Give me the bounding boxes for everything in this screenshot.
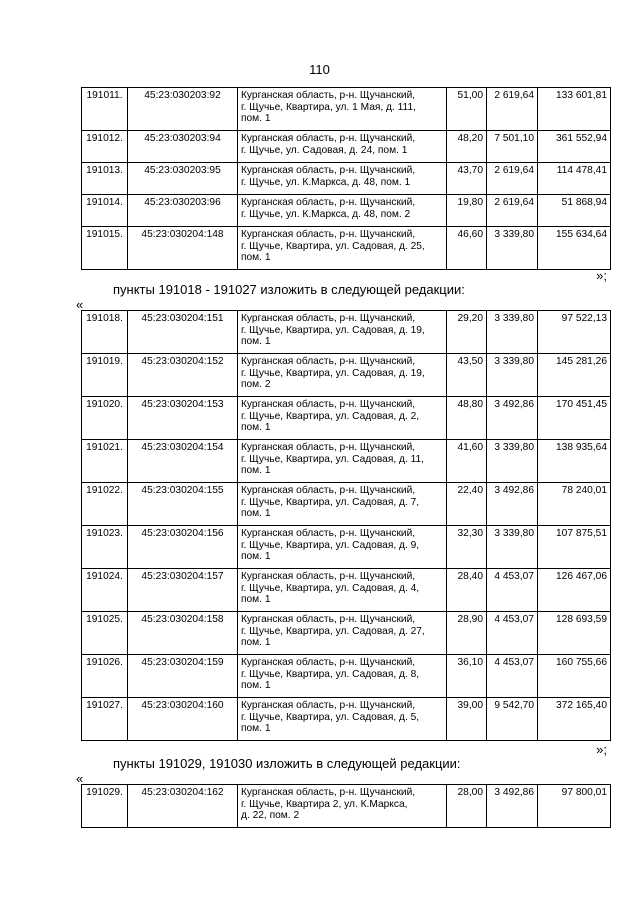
address-line: г. Щучье, Квартира, ул. Садовая, д. 27, [241,625,425,637]
cell-cadastral-number: 45:23:030204:148 [128,227,238,270]
table-row [82,785,611,828]
address-line: г. Щучье, Квартира, ул. Садовая, д. 25, [241,240,425,252]
cell-item-number: 191011. [82,88,128,131]
address-line: г. Щучье, Квартира, ул. Садовая, д. 9, [241,539,420,551]
cell-cadastral-cost: 145 281,26 [538,354,611,397]
table-row [82,483,611,526]
amendment-instruction: пункты 191018 - 191027 изложить в следующей редакции: [113,282,465,297]
address-line: г. Щучье, ул. К.Маркса, д. 48, пом. 2 [241,208,411,220]
address-line: пом. 1 [241,637,271,649]
cell-cadastral-number: 45:23:030203:94 [128,131,238,163]
cell-area: 36,10 [447,655,487,698]
cell-area: 43,50 [447,354,487,397]
cell-cadastral-number: 45:23:030204:154 [128,440,238,483]
cell-unit-price: 3 339,80 [487,526,538,569]
cell-address [238,311,447,354]
address-line: г. Щучье, ул. Садовая, д. 24, пом. 1 [241,144,408,156]
cell-cadastral-cost: 51 868,94 [538,195,611,227]
cell-item-number: 191012. [82,131,128,163]
cell-item-number: 191029. [82,785,128,828]
address-line: пом. 1 [241,113,271,125]
cell-address [238,88,447,131]
cell-area: 32,30 [447,526,487,569]
address-line: Курганская область, р-н. Щучанский, [241,133,416,144]
table-row [82,195,611,227]
cell-area: 48,80 [447,397,487,440]
opening-quote: « [76,771,84,786]
address-line: Курганская область, р-н. Щучанский, [241,700,416,711]
cell-item-number: 191026. [82,655,128,698]
cell-cadastral-number: 45:23:030204:151 [128,311,238,354]
address-line: пом. 1 [241,508,271,520]
cell-area: 46,60 [447,227,487,270]
cell-address [238,163,447,195]
cell-item-number: 191021. [82,440,128,483]
cell-item-number: 191025. [82,612,128,655]
cell-cadastral-number: 45:23:030203:92 [128,88,238,131]
cell-item-number: 191020. [82,397,128,440]
address-line: г. Щучье, Квартира, ул. Садовая, д. 5, [241,711,420,723]
address-line: пом. 1 [241,465,271,477]
cell-cadastral-cost: 170 451,45 [538,397,611,440]
registry-table [81,310,611,741]
address-line: Курганская область, р-н. Щучанский, [241,442,416,453]
cell-cadastral-number: 45:23:030204:152 [128,354,238,397]
cell-unit-price: 2 619,64 [487,195,538,227]
cell-cadastral-number: 45:23:030204:155 [128,483,238,526]
cell-address [238,440,447,483]
cell-unit-price: 3 339,80 [487,227,538,270]
cell-cadastral-number: 45:23:030203:95 [128,163,238,195]
cell-unit-price: 3 492,86 [487,397,538,440]
table-row [82,227,611,270]
address-line: Курганская область, р-н. Щучанский, [241,787,416,798]
cell-area: 41,60 [447,440,487,483]
cell-area: 28,00 [447,785,487,828]
cell-cadastral-number: 45:23:030204:159 [128,655,238,698]
cell-cadastral-number: 45:23:030204:156 [128,526,238,569]
cell-unit-price: 4 453,07 [487,612,538,655]
address-line: пом. 1 [241,551,271,563]
cell-address [238,354,447,397]
address-line: пом. 1 [241,594,271,606]
address-line: Курганская область, р-н. Щучанский, [241,614,416,625]
cell-unit-price: 4 453,07 [487,569,538,612]
cell-area: 39,00 [447,698,487,741]
address-line: г. Щучье, ул. К.Маркса, д. 48, пом. 1 [241,176,411,188]
table-row [82,569,611,612]
cell-item-number: 191019. [82,354,128,397]
cell-cadastral-cost: 97 800,01 [538,785,611,828]
table-row [82,311,611,354]
cell-address [238,655,447,698]
address-line: пом. 1 [241,252,271,264]
cell-item-number: 191015. [82,227,128,270]
cell-unit-price: 3 339,80 [487,440,538,483]
address-line: г. Щучье, Квартира, ул. Садовая, д. 4, [241,582,420,594]
address-line: Курганская область, р-н. Щучанский, [241,399,416,410]
cell-address [238,612,447,655]
opening-quote: « [76,297,84,312]
cell-area: 28,40 [447,569,487,612]
address-line: г. Щучье, Квартира, ул. Садовая, д. 2, [241,410,420,422]
cell-unit-price: 2 619,64 [487,88,538,131]
table-row [82,698,611,741]
address-line: Курганская область, р-н. Щучанский, [241,165,416,176]
cell-item-number: 191027. [82,698,128,741]
cell-cadastral-cost: 97 522,13 [538,311,611,354]
address-line: г. Щучье, Квартира, ул. Садовая, д. 8, [241,668,420,680]
cell-cadastral-cost: 155 634,64 [538,227,611,270]
address-line: пом. 1 [241,422,271,434]
table-row [82,526,611,569]
cell-unit-price: 9 542,70 [487,698,538,741]
cell-item-number: 191022. [82,483,128,526]
cell-area: 43,70 [447,163,487,195]
address-line: Курганская область, р-н. Щучанский, [241,90,416,101]
cell-area: 28,90 [447,612,487,655]
table-row [82,354,611,397]
cell-unit-price: 7 501,10 [487,131,538,163]
cell-unit-price: 2 619,64 [487,163,538,195]
cell-address [238,227,447,270]
cell-address [238,785,447,828]
cell-cadastral-cost: 126 467,06 [538,569,611,612]
cell-area: 48,20 [447,131,487,163]
address-line: Курганская область, р-н. Щучанский, [241,356,416,367]
address-line: Курганская область, р-н. Щучанский, [241,571,416,582]
registry-table [81,784,611,828]
cell-address [238,526,447,569]
cell-unit-price: 3 492,86 [487,785,538,828]
cell-item-number: 191023. [82,526,128,569]
cell-unit-price: 4 453,07 [487,655,538,698]
cell-cadastral-cost: 133 601,81 [538,88,611,131]
cell-address [238,569,447,612]
cell-cadastral-number: 45:23:030204:158 [128,612,238,655]
cell-unit-price: 3 339,80 [487,354,538,397]
cell-cadastral-number: 45:23:030204:157 [128,569,238,612]
cell-cadastral-cost: 361 552,94 [538,131,611,163]
closing-quote: »; [596,742,607,757]
table-row [82,163,611,195]
cell-area: 19,80 [447,195,487,227]
cell-cadastral-cost: 78 240,01 [538,483,611,526]
table-row [82,88,611,131]
cell-address [238,131,447,163]
cell-unit-price: 3 492,86 [487,483,538,526]
cell-cadastral-cost: 372 165,40 [538,698,611,741]
cell-unit-price: 3 339,80 [487,311,538,354]
closing-quote: »; [596,268,607,283]
cell-cadastral-cost: 138 935,64 [538,440,611,483]
cell-cadastral-number: 45:23:030204:153 [128,397,238,440]
address-line: Курганская область, р-н. Щучанский, [241,528,416,539]
address-line: пом. 1 [241,723,271,735]
cell-address [238,397,447,440]
address-line: Курганская область, р-н. Щучанский, [241,313,416,324]
cell-area: 29,20 [447,311,487,354]
cell-address [238,483,447,526]
cell-cadastral-cost: 160 755,66 [538,655,611,698]
address-line: пом. 1 [241,336,271,348]
table-row [82,131,611,163]
cell-cadastral-cost: 114 478,41 [538,163,611,195]
address-line: Курганская область, р-н. Щучанский, [241,197,416,208]
cell-item-number: 191014. [82,195,128,227]
page-number: 110 [309,62,330,77]
address-line: пом. 2 [241,379,271,391]
cell-item-number: 191018. [82,311,128,354]
address-line: д. 22, пом. 2 [241,810,300,822]
cell-cadastral-number: 45:23:030204:160 [128,698,238,741]
cell-area: 22,40 [447,483,487,526]
address-line: г. Щучье, Квартира, ул. Садовая, д. 7, [241,496,420,508]
address-line: пом. 1 [241,680,271,692]
cell-item-number: 191013. [82,163,128,195]
cell-cadastral-cost: 107 875,51 [538,526,611,569]
address-line: г. Щучье, Квартира, ул. Садовая, д. 11, [241,453,425,465]
registry-table [81,87,611,270]
cell-cadastral-cost: 128 693,59 [538,612,611,655]
address-line: г. Щучье, Квартира, ул. 1 Мая, д. 111, [241,101,416,113]
address-line: Курганская область, р-н. Щучанский, [241,485,416,496]
table-row [82,397,611,440]
cell-cadastral-number: 45:23:030204:162 [128,785,238,828]
cell-address [238,698,447,741]
amendment-instruction: пункты 191029, 191030 изложить в следующей редакции: [113,756,461,771]
table-row [82,440,611,483]
table-row [82,655,611,698]
address-line: Курганская область, р-н. Щучанский, [241,657,416,668]
cell-area: 51,00 [447,88,487,131]
cell-item-number: 191024. [82,569,128,612]
address-line: г. Щучье, Квартира 2, ул. К.Маркса, [241,798,408,810]
table-row [82,612,611,655]
address-line: Курганская область, р-н. Щучанский, [241,229,416,240]
address-line: г. Щучье, Квартира, ул. Садовая, д. 19, [241,324,425,336]
cell-cadastral-number: 45:23:030203:96 [128,195,238,227]
cell-address [238,195,447,227]
address-line: г. Щучье, Квартира, ул. Садовая, д. 19, [241,367,425,379]
